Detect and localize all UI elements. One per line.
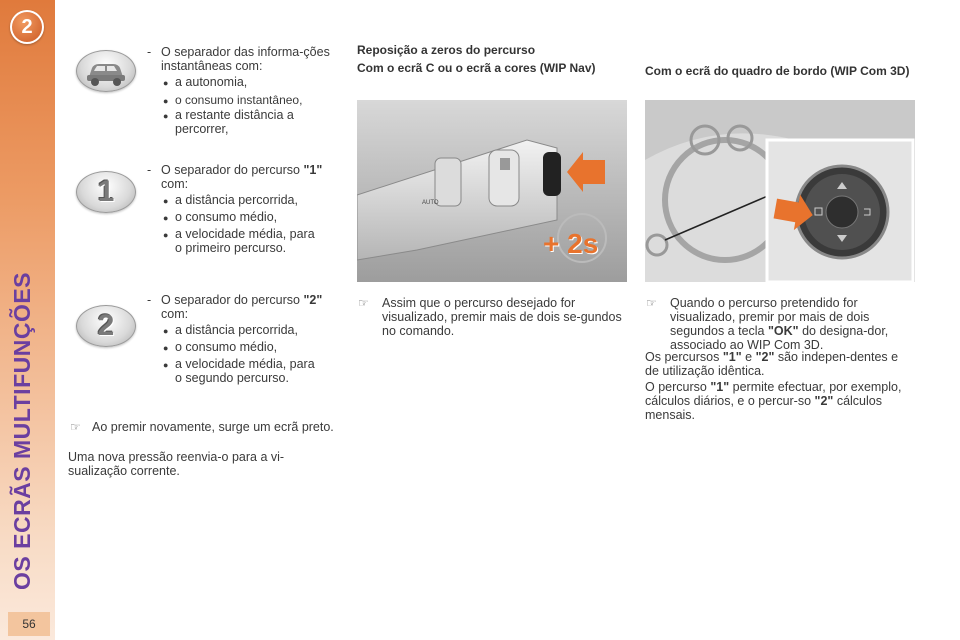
- left-paragraph: Uma nova pressão reenvia-o para a vi-sualização corrente.: [68, 450, 285, 478]
- steering-wheel-control-image: [645, 100, 915, 282]
- pointing-hand-icon: ☞: [646, 296, 657, 310]
- block2-item-3: ● a velocidade média, para o primeiro percurso.: [175, 227, 315, 255]
- block2-item-2: ● o consumo médio,: [175, 210, 340, 224]
- section-title: Reposição a zeros do percurso: [357, 43, 536, 57]
- trip-2-icon-label: 2: [97, 309, 115, 342]
- block3-intro: O separador do percurso "2" com:: [161, 293, 323, 321]
- block1-item-3: ● a restante distância a percorrer,: [175, 108, 340, 136]
- block1-item-2: ● o consumo instantâneo,: [175, 93, 340, 107]
- dash: -: [147, 163, 152, 177]
- hold-duration-label: + 2s: [543, 228, 599, 259]
- block1-item-1: ● a autonomia,: [175, 75, 340, 89]
- block1-intro: O separador das informa-ções instantâneas com:: [161, 45, 330, 73]
- left-note: Ao premir novamente, surge um ecrã preto.: [92, 420, 334, 434]
- right-paragraph-1: Os percursos "1" e "2" são indepen-dentes e de utilização idêntica.: [645, 350, 899, 378]
- dash: -: [147, 45, 152, 59]
- middle-subtitle: Com o ecrã C ou o ecrã a cores (WIP Nav): [357, 61, 596, 75]
- stalk-control-image: [357, 100, 627, 282]
- middle-instruction: Assim que o percurso desejado for visualizado, premir mais de dois se-gundos no comando.: [382, 296, 622, 338]
- chapter-vertical-title: OS ECRÃS MULTIFUNÇÕES: [9, 271, 35, 590]
- chapter-number-badge: 2: [10, 10, 44, 44]
- block2-intro: O separador do percurso "1" com:: [161, 163, 323, 191]
- trip-1-icon-label: 1: [97, 175, 115, 208]
- right-paragraph-2: O percurso "1" permite efectuar, por exemplo, cálculos diários, e o percur-so "2" cálculos mensais.: [645, 380, 902, 422]
- block2-item-1: ● a distância percorrida,: [175, 193, 340, 207]
- dash: -: [147, 293, 152, 307]
- stalk-auto-label: AUTO: [422, 200, 439, 206]
- page-number: 56: [8, 612, 50, 636]
- block3-item-1: ● a distância percorrida,: [175, 323, 340, 337]
- pointing-hand-icon: ☞: [70, 420, 81, 434]
- block3-item-2: ● o consumo médio,: [175, 340, 340, 354]
- car-icon: [76, 50, 136, 92]
- trip-2-icon: [76, 305, 136, 347]
- pointing-hand-icon: ☞: [358, 296, 369, 310]
- right-instruction: Quando o percurso pretendido for visualizado, premir por mais de dois segundos a tecla "OK" do designa-dor, associado ao WIP Com 3D.: [670, 296, 889, 352]
- trip-1-icon: [76, 171, 136, 213]
- right-subtitle: Com o ecrã do quadro de bordo (WIP Com 3D): [645, 64, 910, 78]
- block3-item-3: ● a velocidade média, para o segundo percurso.: [175, 357, 315, 385]
